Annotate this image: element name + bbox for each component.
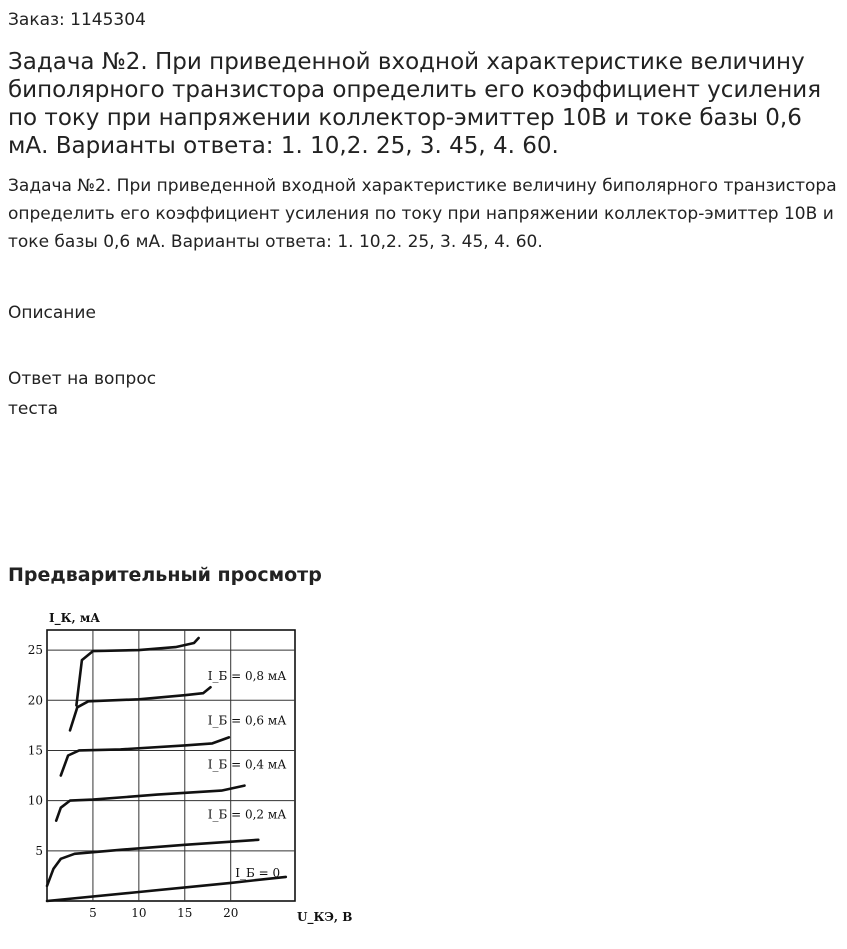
x-tick-label: 15: [177, 906, 193, 920]
curve-label-2: I_Б = 0,4 мА: [207, 757, 287, 772]
transistor-output-characteristics-chart: [27, 604, 353, 924]
y-tick-label: 10: [27, 793, 43, 808]
curve-1: [47, 840, 258, 886]
answer-label: Ответ на вопрос теста: [8, 369, 157, 419]
task-title: Задача №2. При приведенной входной характеристике величину биполярного транзистора определить его коэффициент усиления по току при напряжении коллектор-эмиттер 10В и токе базы 0,6 мА. Варианты ответа: 1. 10,2. 25, 3. 45, 4. 60.: [8, 49, 822, 159]
curve-label-1: I_Б = 0,2 мА: [207, 807, 287, 822]
y-tick-label: 20: [27, 693, 43, 708]
task-description: Задача №2. При приведенной входной характеристике величину биполярного транзистора определить его коэффициент усиления по току при напряжении коллектор-эмиттер 10В и токе базы 0,6 мА. Варианты ответа: 1. 10,2. 25, 3. 45, 4. 60.: [8, 176, 837, 252]
curve-label-0: I_Б = 0: [235, 865, 281, 880]
y-tick-label: 25: [27, 643, 43, 658]
y-axis-label: I_К, мА: [49, 611, 101, 625]
curve-label-3: I_Б = 0,6 мА: [207, 713, 287, 728]
x-axis-label: U_КЭ, В: [297, 910, 353, 924]
x-tick-label: 20: [223, 906, 239, 920]
preview-heading: Предварительный просмотр: [8, 564, 322, 586]
x-tick-label: 5: [89, 906, 97, 920]
description-heading: Описание: [8, 303, 96, 323]
curve-0: [47, 877, 286, 901]
curve-4: [70, 687, 211, 730]
chart-labels: [28, 611, 353, 925]
y-tick-label: 5: [35, 843, 43, 858]
curve-3: [61, 737, 229, 775]
curve-label-4: I_Б = 0,8 мА: [207, 669, 287, 684]
x-tick-label: 10: [131, 906, 147, 920]
y-tick-label: 15: [27, 743, 43, 758]
order-number: Заказ: 1145304: [8, 10, 146, 30]
preview-chart: [27, 604, 353, 924]
